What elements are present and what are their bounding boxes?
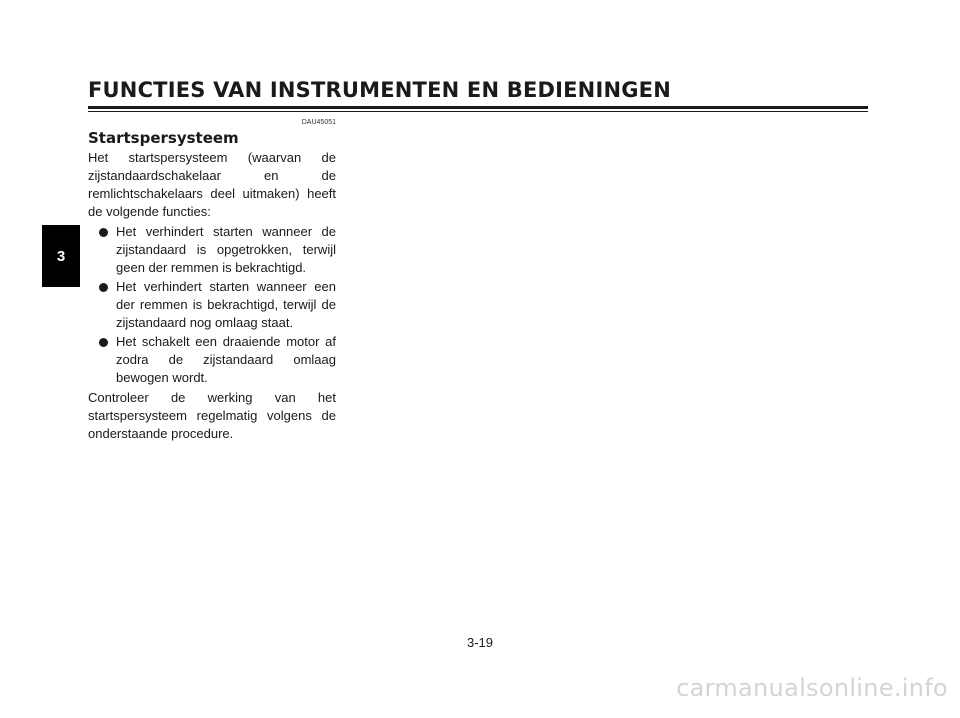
watermark: carmanualsonline.info <box>676 674 948 702</box>
list-item-text: Het schakelt een draaiende motor af zodra de zijstandaard omlaag bewogen wordt. <box>116 334 336 385</box>
title-rule-thick <box>88 106 868 109</box>
list-item-text: Het verhindert starten wanneer de zijstandaard is opgetrokken, terwijl geen der remmen is bekrachtigd. <box>116 224 336 275</box>
list-item-text: Het verhindert starten wanneer een der remmen is bekrachtigd, terwijl de zijstandaard nog omlaag staat. <box>116 279 336 330</box>
chapter-tab-label: 3 <box>56 247 66 265</box>
bullet-dot-icon <box>99 338 108 347</box>
page-number: 3-19 <box>466 635 494 650</box>
list-item <box>88 223 336 277</box>
function-list <box>88 223 336 387</box>
document-code: DAU45051 <box>301 119 336 126</box>
section-content <box>88 118 336 443</box>
chapter-tab <box>42 225 80 287</box>
page-title: FUNCTIES VAN INSTRUMENTEN EN BEDIENINGEN <box>88 78 671 102</box>
bullet-dot-icon <box>99 228 108 237</box>
list-item <box>88 278 336 332</box>
list-item <box>88 333 336 387</box>
section-heading: Startspersysteem <box>88 129 239 147</box>
title-rule-thin <box>88 111 868 112</box>
intro-paragraph: Het startspersysteem (waarvan de zijstandaardschakelaar en de remlichtschakelaars deel uitmaken) heeft de volgende functies: <box>88 150 336 219</box>
outro-paragraph: Controleer de werking van het startspersysteem regelmatig volgens de onderstaande procedure. <box>88 390 336 441</box>
bullet-dot-icon <box>99 283 108 292</box>
page-header <box>88 78 868 112</box>
